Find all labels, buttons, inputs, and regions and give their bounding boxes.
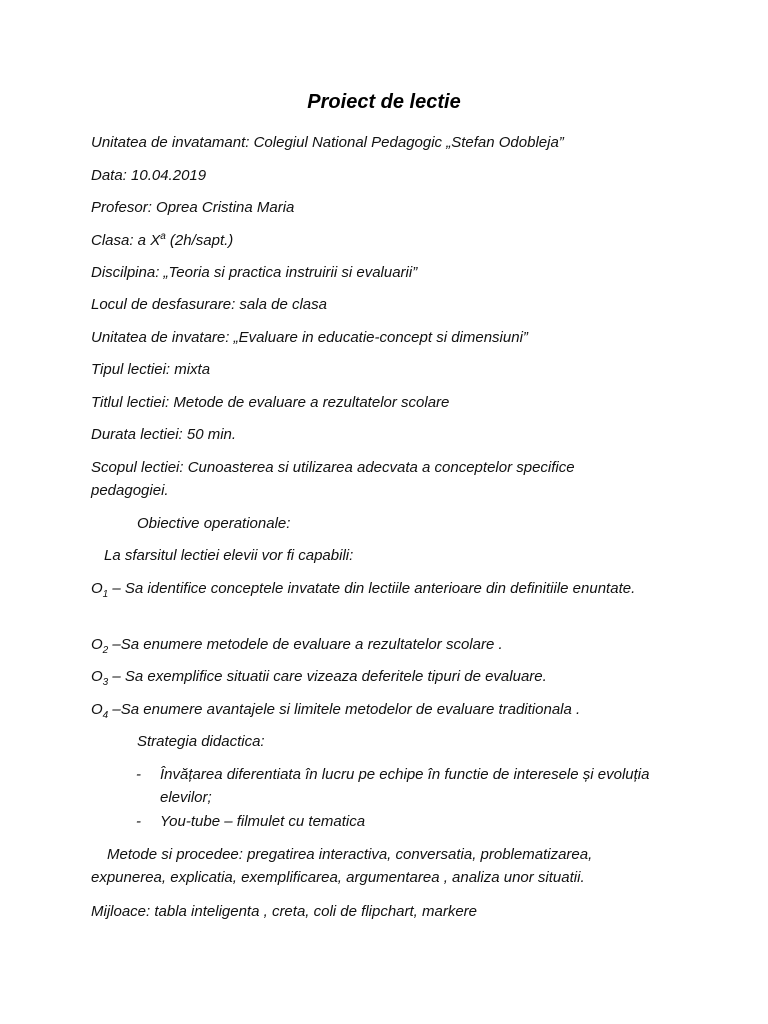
objective-text: – Sa exemplifice situatii care vizeaza deferitele tipuri de evaluare. bbox=[108, 668, 547, 685]
field-unitatea-invatamant: Unitatea de invatamant: Colegiul National Pedagogic „Stefan Odobleja” bbox=[91, 134, 564, 151]
field-clasa bbox=[91, 229, 671, 252]
strategy-heading: Strategia didactica: bbox=[137, 733, 265, 750]
objective-subscript: 1 bbox=[102, 589, 109, 600]
objective-label: O bbox=[91, 701, 103, 718]
objective-subscript: 4 bbox=[102, 710, 109, 721]
objectives-heading: Obiective operationale: bbox=[137, 515, 291, 532]
field-locul: Locul de desfasurare: sala de clasa bbox=[91, 296, 327, 313]
objective-label: O bbox=[91, 636, 103, 653]
objective-item bbox=[91, 633, 671, 656]
objective-text: –Sa enumere metodele de evaluare a rezultatelor scolare . bbox=[108, 636, 503, 653]
clasa-suffix: (2h/sapt.) bbox=[165, 232, 234, 249]
field-profesor: Profesor: Oprea Cristina Maria bbox=[91, 199, 295, 216]
bullet-dash: - bbox=[136, 813, 141, 830]
field-unitatea-invatare: Unitatea de invatare: „Evaluare in educatie-concept si dimensiuni” bbox=[91, 329, 528, 346]
page-title: Proiect de lectie bbox=[307, 91, 461, 113]
field-durata: Durata lectiei: 50 min. bbox=[91, 426, 237, 443]
field-titlul: Titlul lectiei: Metode de evaluare a rezultatelor scolare bbox=[91, 394, 450, 411]
bullet-dash: - bbox=[136, 766, 141, 783]
field-scopul: Scopul lectiei: Cunoasterea si utilizarea adecvata a conceptelor specifice pedagogiei. bbox=[91, 459, 575, 499]
objective-item bbox=[91, 665, 671, 688]
field-metode: Metode si procedee: pregatirea interactiva, conversatia, problematizarea, expunerea, explicatia, exemplificarea, argumentarea , analiza unor situatii. bbox=[91, 846, 593, 886]
objective-item bbox=[91, 577, 651, 600]
objective-subscript: 3 bbox=[102, 677, 109, 688]
field-data: Data: 10.04.2019 bbox=[91, 167, 207, 184]
objective-text: –Sa enumere avantajele si limitele metodelor de evaluare traditionala . bbox=[108, 701, 581, 718]
clasa-superscript: a bbox=[160, 231, 166, 242]
field-tipul: Tipul lectiei: mixta bbox=[91, 361, 211, 378]
clasa-prefix: Clasa: a X bbox=[91, 232, 161, 249]
field-disciplina: Discilpina: „Teoria si practica instruirii si evaluarii” bbox=[91, 264, 418, 281]
objective-text: – Sa identifice conceptele invatate din lectiile anterioare din definitiile enuntate. bbox=[108, 580, 636, 597]
objective-subscript: 2 bbox=[102, 645, 109, 656]
objectives-intro: La sfarsitul lectiei elevii vor fi capabili: bbox=[104, 547, 354, 564]
strategy-item: You-tube – filmulet cu tematica bbox=[160, 813, 366, 830]
objective-label: O bbox=[91, 580, 103, 597]
objective-item bbox=[91, 698, 671, 721]
field-mijloace: Mijloace: tabla inteligenta , creta, coli de flipchart, markere bbox=[91, 903, 478, 920]
objective-label: O bbox=[91, 668, 103, 685]
strategy-item: Învățarea diferentiata în lucru pe echipe în functie de interesele și evoluția elevilor; bbox=[160, 766, 650, 806]
